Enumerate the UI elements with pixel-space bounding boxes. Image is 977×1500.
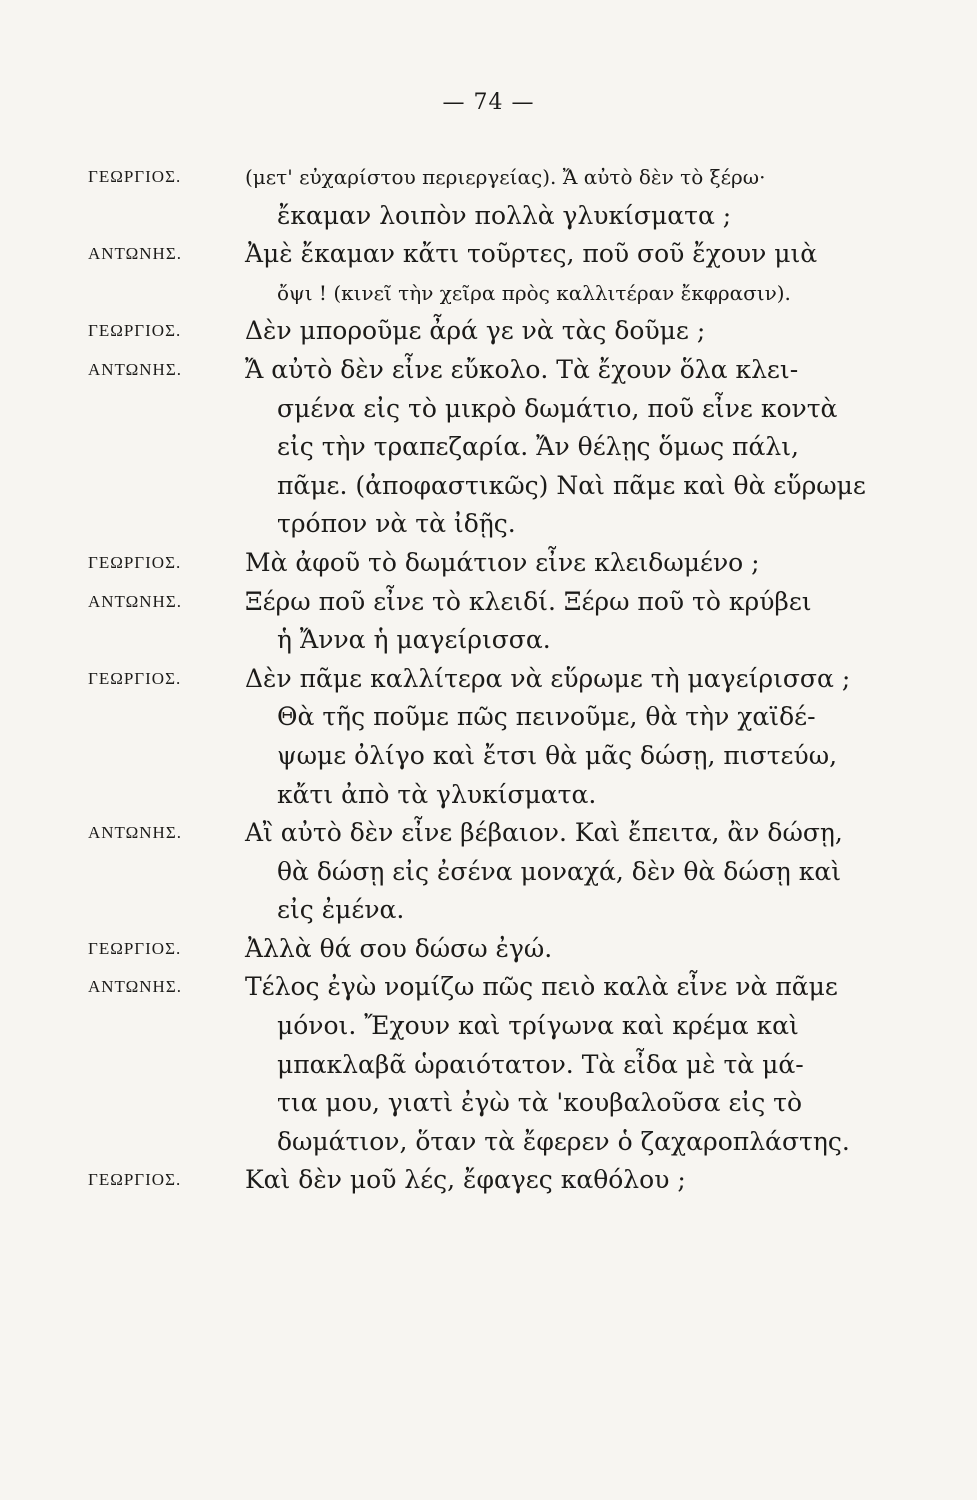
speech-line: μόνοι. Ἔχουν καὶ τρίγωνα καὶ κρέμα καὶ bbox=[277, 1011, 799, 1041]
speech-line: Ἀμὲ ἔκαμαν κἄτι τοῦρτες, ποῦ σοῦ ἔχουν μιὰ bbox=[245, 239, 818, 269]
speaker-name: ΑΝΤΩΝΗΣ. bbox=[88, 823, 182, 843]
speech bbox=[245, 930, 888, 969]
page-number: — 74 — bbox=[442, 90, 535, 115]
speech-line: ὄψι ! (κινεῖ τὴν χεῖρα πρὸς καλλιτέραν ἔκφρασιν). bbox=[277, 280, 791, 305]
speech-line: θὰ δώσῃ εἰς ἐσένα μοναχά, δὲν θὰ δώσῃ καὶ bbox=[277, 856, 842, 886]
speech-line: ἡ Ἄννα ἡ μαγείρισσα. bbox=[277, 625, 551, 655]
speech bbox=[245, 544, 888, 583]
dialogue-entry bbox=[88, 660, 888, 814]
speaker-name: ΑΝΤΩΝΗΣ. bbox=[88, 591, 182, 611]
speaker-name: ΓΕΩΡΓΙΟΣ. bbox=[88, 552, 182, 572]
speech-line: Αἲ αὐτὸ δὲν εἶνε βέβαιον. Καὶ ἔπειτα, ἂν δώσῃ, bbox=[245, 818, 843, 848]
speech-line: Τέλος ἐγὼ νομίζω πῶς πειὸ καλὰ εἶνε νὰ πᾶμε bbox=[245, 972, 838, 1002]
speaker-name: ΑΝΤΩΝΗΣ. bbox=[88, 977, 182, 997]
speech-line: δωμάτιον, ὅταν τὰ ἔφερεν ὁ ζαχαροπλάστης. bbox=[277, 1126, 850, 1156]
speaker-name: ΑΝΤΩΝΗΣ. bbox=[88, 244, 182, 264]
speech-line: (μετ' εὐχαρίστου περιεργείας). Ἄ αὐτὸ δὲν τὸ ξέρω· bbox=[245, 165, 766, 189]
speech bbox=[245, 312, 888, 351]
dialogue-entry bbox=[88, 583, 888, 660]
dialogue-entry bbox=[88, 930, 888, 969]
speech-line: ἔκαμαν λοιπὸν πολλὰ γλυκίσματα ; bbox=[277, 200, 732, 230]
speech-line: τρόπον νὰ τὰ ἰδῇς. bbox=[277, 509, 516, 539]
speech-line: Καὶ δὲν μοῦ λές, ἔφαγες καθόλου ; bbox=[245, 1165, 686, 1195]
speech bbox=[245, 660, 888, 814]
dialogue-entry bbox=[88, 312, 888, 351]
speech bbox=[245, 351, 888, 544]
speech-line: εἰς τὴν τραπεζαρία. Ἄν θέλῃς ὅμως πάλι, bbox=[277, 432, 799, 462]
dialogue-entry bbox=[88, 968, 888, 1161]
speaker-name: ΓΕΩΡΓΙΟΣ. bbox=[88, 668, 182, 688]
speaker-name: ΑΝΤΩΝΗΣ. bbox=[88, 359, 182, 379]
speech bbox=[245, 158, 888, 235]
speech-line: πᾶμε. (ἀποφαστικῶς) Ναὶ πᾶμε καὶ θὰ εὕρωμε bbox=[277, 470, 866, 500]
speaker-name: ΓΕΩΡΓΙΟΣ. bbox=[88, 167, 182, 186]
speech bbox=[245, 583, 888, 660]
speech bbox=[245, 968, 888, 1161]
dialogue-entry bbox=[88, 814, 888, 930]
dialogue-entry bbox=[88, 235, 888, 312]
speech bbox=[245, 235, 888, 312]
dialogue-entry bbox=[88, 1161, 888, 1200]
dialogue-entry bbox=[88, 351, 888, 544]
speech bbox=[245, 1161, 888, 1200]
dialogue bbox=[88, 158, 888, 1200]
dialogue-entry bbox=[88, 544, 888, 583]
speech-line: Ξέρω ποῦ εἶνε τὸ κλειδί. Ξέρω ποῦ τὸ κρύβει bbox=[245, 586, 812, 616]
speech-line: Θὰ τῆς ποῦμε πῶς πεινοῦμε, θὰ τὴν χαϊδέ- bbox=[277, 702, 816, 732]
speech-line: Ἄ αὐτὸ δὲν εἶνε εὔκολο. Τὰ ἔχουν ὅλα κλει- bbox=[245, 354, 799, 384]
speech-line: κἄτι ἀπὸ τὰ γλυκίσματα. bbox=[277, 779, 597, 809]
dialogue-entry bbox=[88, 158, 888, 235]
speech-line: τια μου, γιατὶ ἐγὼ τὰ 'κουβαλοῦσα εἰς τὸ bbox=[277, 1088, 803, 1118]
speaker-name: ΓΕΩΡΓΙΟΣ. bbox=[88, 1170, 182, 1190]
speech-line: μπακλαβᾶ ὡραιότατον. Τὰ εἶδα μὲ τὰ μά- bbox=[277, 1049, 804, 1079]
speaker-name: ΓΕΩΡΓΙΟΣ. bbox=[88, 321, 182, 341]
speech-line: Δὲν πᾶμε καλλίτερα νὰ εὕρωμε τὴ μαγείρισσα ; bbox=[245, 663, 851, 693]
speech-line: ψωμε ὀλίγο καὶ ἔτσι θὰ μᾶς δώσῃ, πιστεύω, bbox=[277, 740, 838, 770]
speaker-name: ΓΕΩΡΓΙΟΣ. bbox=[88, 938, 182, 958]
speech-line: εἰς ἐμένα. bbox=[277, 895, 405, 925]
speech-line: Μὰ ἀφοῦ τὸ δωμάτιον εἶνε κλειδωμένο ; bbox=[245, 547, 760, 577]
speech-line: Δὲν μποροῦμε ἆρά γε νὰ τὰς δοῦμε ; bbox=[245, 316, 706, 346]
speech bbox=[245, 814, 888, 930]
speech-line: σμένα εἰς τὸ μικρὸ δωμάτιο, ποῦ εἶνε κοντὰ bbox=[277, 393, 838, 423]
speech-line: Ἀλλὰ θά σου δώσω ἐγώ. bbox=[245, 933, 553, 963]
